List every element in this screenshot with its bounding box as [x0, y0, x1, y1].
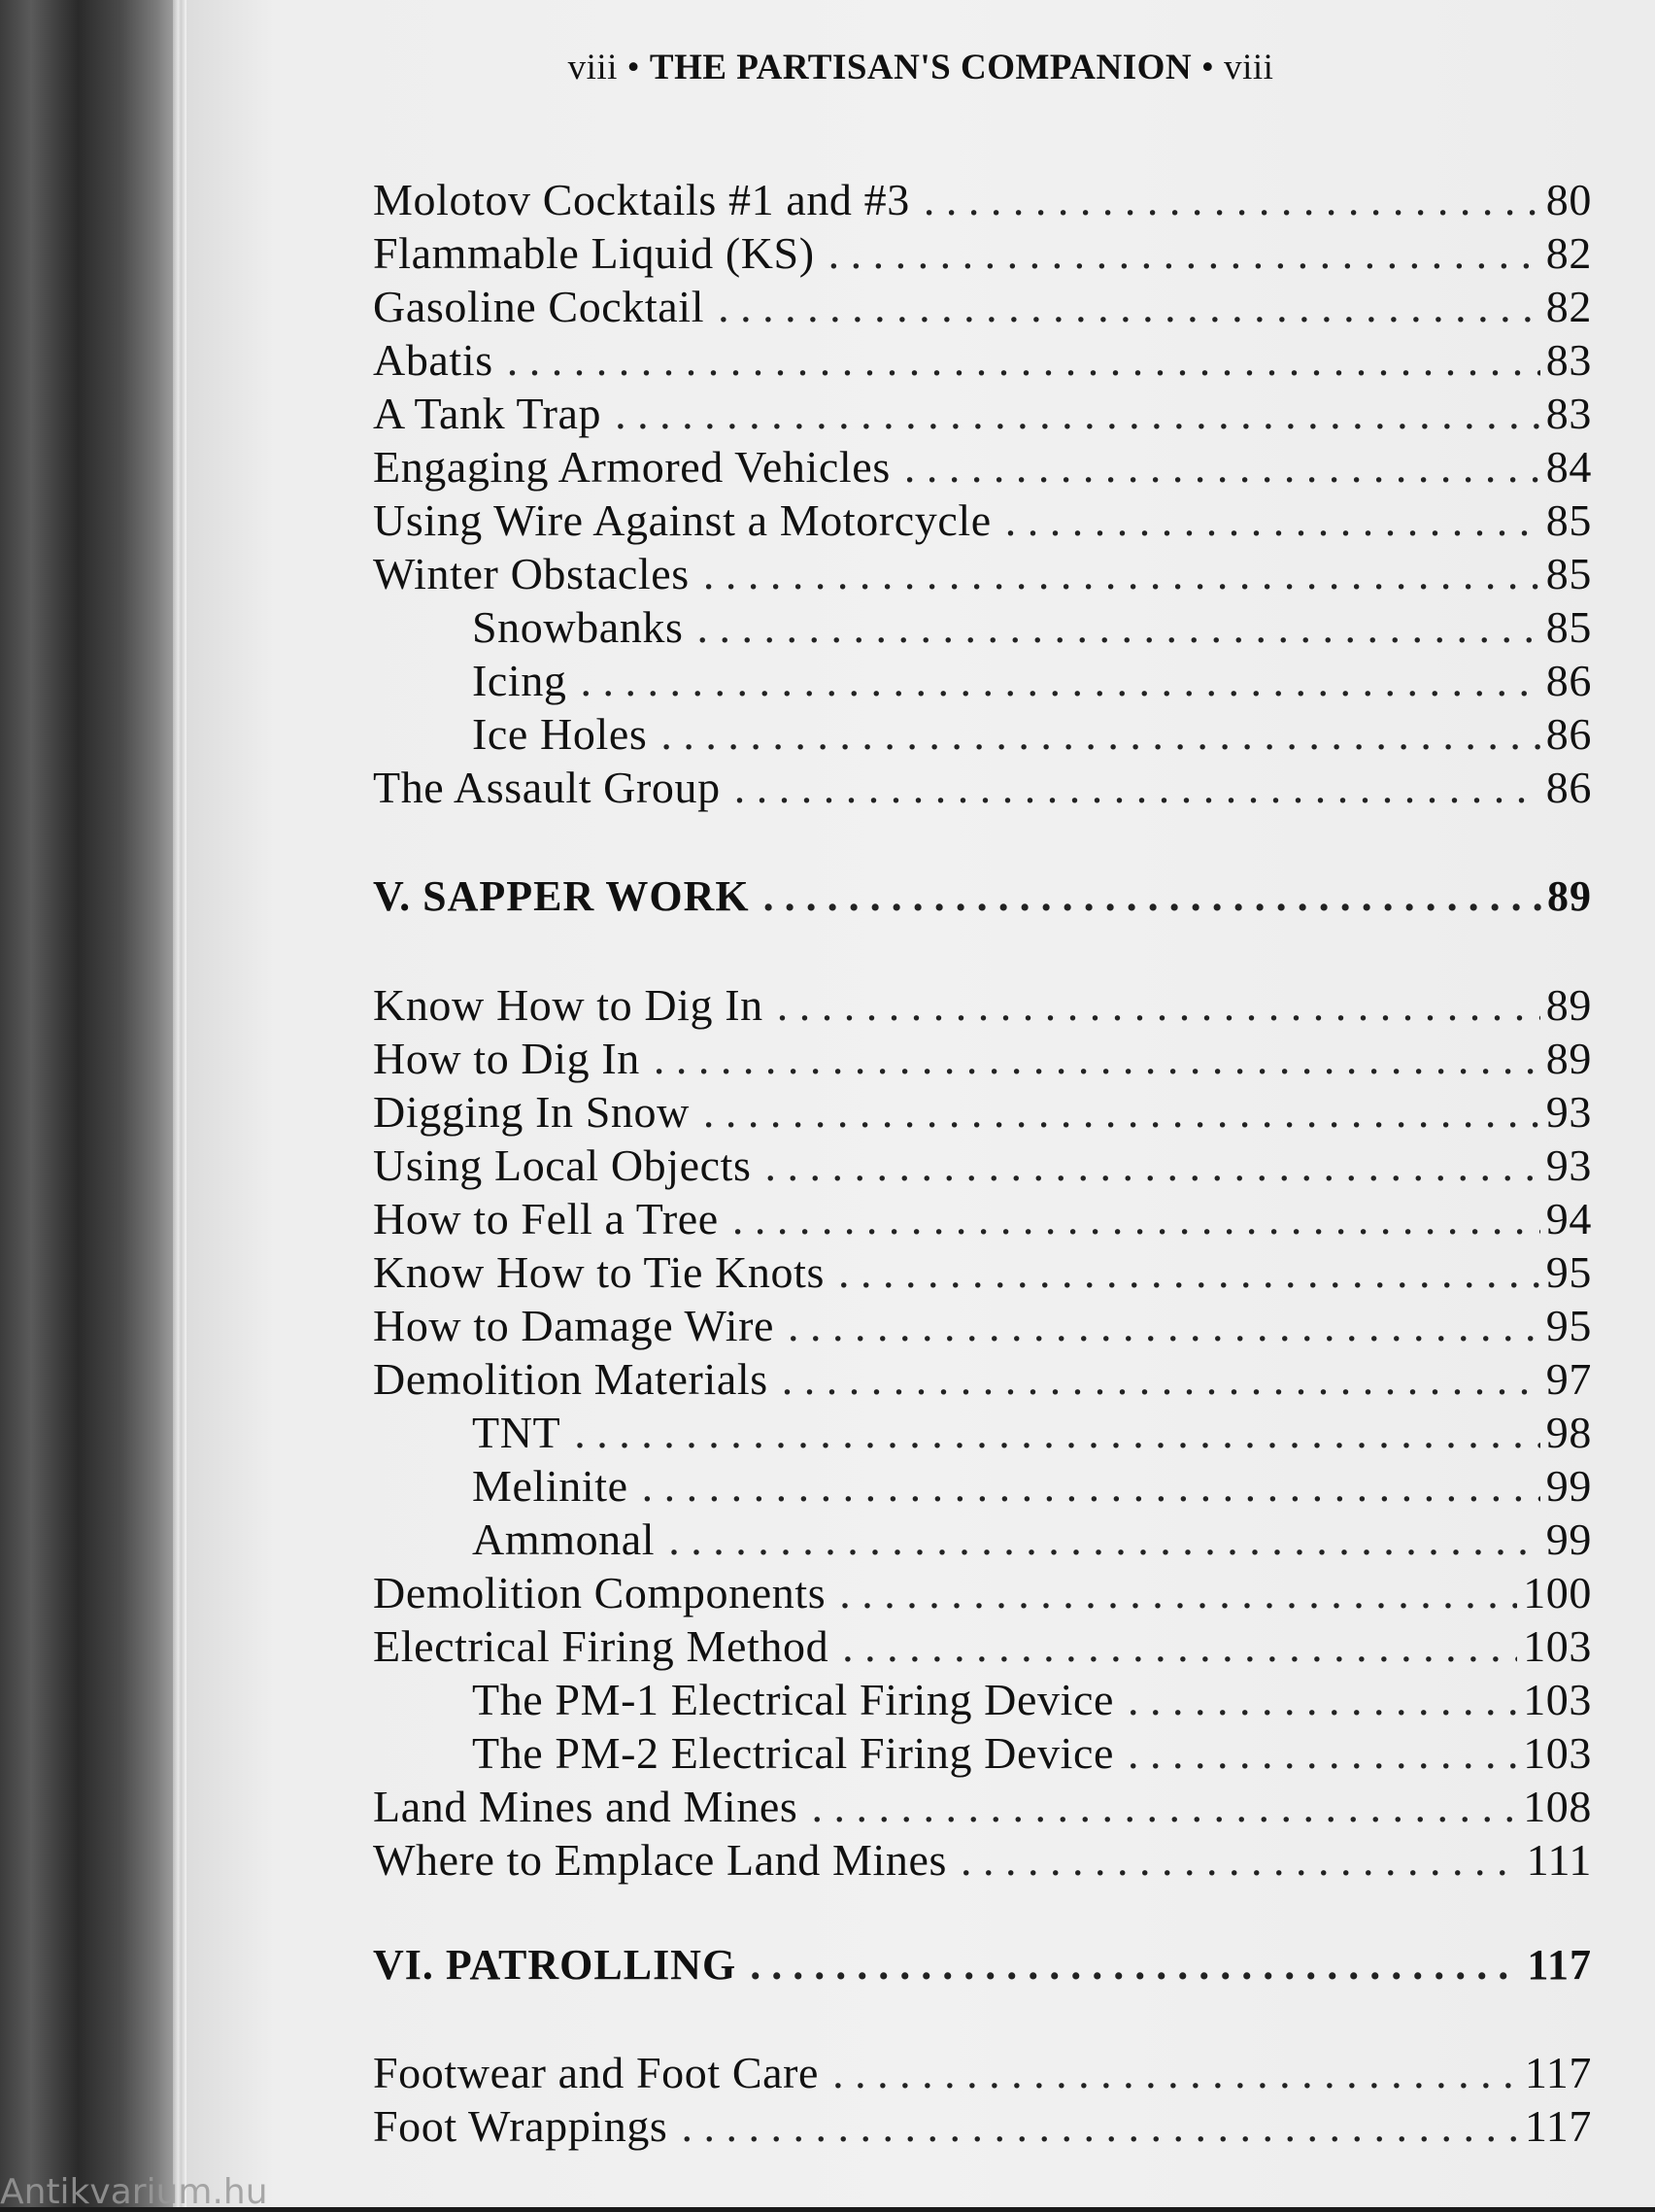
header-book-title: THE PARTISAN'S COMPANION: [649, 48, 1193, 87]
dot-leader: [1128, 1726, 1517, 1781]
dot-leader: [1005, 493, 1540, 548]
toc-entry: [373, 1299, 1592, 1353]
toc-entry: [373, 1139, 1592, 1193]
book-page: [186, 0, 1655, 2207]
toc-entry: [373, 1566, 1592, 1620]
toc-entry-page: 117: [1524, 2101, 1592, 2151]
book-spine-shadow: [0, 0, 173, 2207]
toc-entry-label: Ice Holes: [472, 709, 648, 759]
toc-entry-page: 82: [1545, 282, 1592, 331]
dot-leader: [961, 1833, 1521, 1888]
toc-entry-label: TNT: [472, 1408, 561, 1457]
toc-entry-label: Ammonal: [472, 1514, 656, 1564]
toc-subentry: [373, 1673, 1592, 1727]
toc-entry-label: Digging In Snow: [373, 1087, 690, 1137]
toc-subentry: [373, 600, 1592, 655]
toc-entry: [373, 2046, 1592, 2100]
toc-entry: [373, 1192, 1592, 1246]
dot-leader: [763, 869, 1541, 924]
toc-entry-label: Foot Wrappings: [373, 2101, 668, 2151]
dot-leader: [697, 600, 1540, 655]
toc-entry-page: 103: [1523, 1728, 1592, 1778]
toc-entry-label: Using Wire Against a Motorcycle: [373, 495, 992, 545]
toc-subentry: [373, 707, 1592, 762]
toc-entry-page: 86: [1545, 709, 1592, 759]
toc-entry: [373, 1352, 1592, 1407]
dot-leader: [811, 1780, 1517, 1834]
toc-entry-label: Electrical Firing Method: [373, 1621, 829, 1671]
dot-leader: [839, 1566, 1517, 1620]
dot-leader: [668, 1513, 1540, 1567]
toc-entry-page: 85: [1545, 549, 1592, 598]
toc-entry-label: Molotov Cocktails #1 and #3: [373, 175, 910, 224]
toc-entry: [373, 173, 1592, 227]
toc-entry-label: Flammable Liquid (KS): [373, 228, 815, 278]
dot-leader: [1128, 1673, 1517, 1727]
toc-entry-page: 89: [1545, 980, 1592, 1030]
toc-entry-page: 93: [1545, 1140, 1592, 1190]
chapter-title: VI. PATROLLING: [373, 1941, 737, 1989]
dot-leader: [750, 1938, 1521, 1992]
toc-entry-label: Where to Emplace Land Mines: [373, 1835, 947, 1885]
toc-entry-label: A Tank Trap: [373, 389, 602, 438]
toc-entry: [373, 1032, 1592, 1086]
toc-entry-page: 94: [1545, 1194, 1592, 1243]
toc-entry-label: Know How to Dig In: [373, 980, 763, 1030]
header-separator: •: [1200, 48, 1215, 87]
toc-entry-page: 82: [1545, 228, 1592, 278]
dot-leader: [924, 173, 1540, 227]
dot-leader: [718, 280, 1540, 334]
toc-subentry: [373, 1726, 1592, 1781]
chapter-heading: [373, 1938, 1592, 1992]
toc-entry-label: The PM-2 Electrical Firing Device: [472, 1728, 1115, 1778]
toc-entry-page: 99: [1545, 1514, 1592, 1564]
toc-entry: [373, 387, 1592, 441]
dot-leader: [703, 547, 1540, 601]
toc-entry: [373, 440, 1592, 494]
toc-entry-label: Melinite: [472, 1461, 628, 1511]
toc-entry: [373, 493, 1592, 548]
toc-entry-page: 111: [1526, 1835, 1592, 1885]
dot-leader: [904, 440, 1540, 494]
toc-entry-page: 98: [1545, 1408, 1592, 1457]
toc-entry-page: 89: [1545, 1034, 1592, 1083]
toc-entry-label: How to Dig In: [373, 1034, 640, 1083]
header-separator: •: [626, 48, 641, 87]
dot-leader: [703, 1085, 1540, 1140]
toc-entry-page: 93: [1545, 1087, 1592, 1137]
toc-entry-label: Snowbanks: [472, 602, 684, 652]
toc-entry: [373, 1833, 1592, 1888]
toc-entry-label: Using Local Objects: [373, 1140, 752, 1190]
toc-entry-label: Footwear and Foot Care: [373, 2048, 820, 2097]
dot-leader: [782, 1352, 1540, 1407]
toc-entry-label: Know How to Tie Knots: [373, 1247, 826, 1297]
toc-entry-page: 97: [1545, 1354, 1592, 1404]
toc-entry-page: 117: [1524, 2048, 1592, 2097]
toc-subentry: [373, 1406, 1592, 1460]
toc-entry-page: 95: [1545, 1247, 1592, 1297]
dot-leader: [777, 978, 1540, 1033]
dot-leader: [732, 1192, 1540, 1246]
chapter-heading: [373, 869, 1592, 924]
dot-leader: [642, 1459, 1540, 1514]
toc-entry-page: 100: [1523, 1568, 1592, 1617]
toc-entry: [373, 1245, 1592, 1300]
toc-subentry: [373, 1513, 1592, 1567]
toc-entry-label: Abatis: [373, 335, 493, 385]
dot-leader: [615, 387, 1540, 441]
toc-entry-page: 86: [1545, 656, 1592, 705]
toc-entry: [373, 226, 1592, 281]
dot-leader: [838, 1245, 1540, 1300]
dot-leader: [788, 1299, 1540, 1353]
toc-entry: [373, 1085, 1592, 1140]
header-page-number-left: viii: [567, 48, 618, 87]
toc-entry-page: 83: [1545, 335, 1592, 385]
toc-entry-page: 86: [1545, 763, 1592, 812]
toc-entry-page: 103: [1523, 1621, 1592, 1671]
toc-entry: [373, 761, 1592, 815]
dot-leader: [828, 226, 1540, 281]
toc-entry-label: Land Mines and Mines: [373, 1782, 798, 1831]
toc-entry-label: Engaging Armored Vehicles: [373, 442, 891, 492]
toc-entry: [373, 1619, 1592, 1674]
toc-entry-page: 85: [1545, 602, 1592, 652]
toc-entry-page: 99: [1545, 1461, 1592, 1511]
toc-subentry: [373, 1459, 1592, 1514]
toc-entry-label: Demolition Components: [373, 1568, 827, 1617]
toc-entry: [373, 978, 1592, 1033]
toc-entry-label: Winter Obstacles: [373, 549, 690, 598]
toc-entry: [373, 1780, 1592, 1834]
toc-entry-page: 95: [1545, 1301, 1592, 1350]
dot-leader: [507, 333, 1540, 388]
toc-subentry: [373, 654, 1592, 708]
toc-entry-page: 108: [1523, 1782, 1592, 1831]
toc-entry-label: Icing: [472, 656, 567, 705]
dot-leader: [832, 2046, 1519, 2100]
dot-leader: [681, 2099, 1518, 2154]
dot-leader: [842, 1619, 1517, 1674]
chapter-title: V. SAPPER WORK: [373, 872, 750, 920]
toc-entry: [373, 280, 1592, 334]
chapter-page: 117: [1527, 1941, 1592, 1989]
chapter-page: 89: [1547, 872, 1592, 920]
page-edge: [173, 0, 186, 2207]
toc-entry: [373, 333, 1592, 388]
dot-leader: [734, 761, 1540, 815]
dot-leader: [765, 1139, 1540, 1193]
toc-entry-page: 80: [1545, 175, 1592, 224]
dot-leader: [574, 1406, 1540, 1460]
toc-entry-page: 85: [1545, 495, 1592, 545]
dot-leader: [660, 707, 1539, 762]
toc-entry-label: How to Fell a Tree: [373, 1194, 719, 1243]
toc-entry-label: Gasoline Cocktail: [373, 282, 705, 331]
toc-entry-page: 103: [1523, 1675, 1592, 1724]
running-header: [186, 47, 1655, 88]
toc-entry-label: Demolition Materials: [373, 1354, 768, 1404]
toc-entry-page: 83: [1545, 389, 1592, 438]
toc-entry-label: The Assault Group: [373, 763, 721, 812]
toc-entry-page: 84: [1545, 442, 1592, 492]
toc-entry: [373, 547, 1592, 601]
watermark-text: Antikvarium.hu: [0, 2172, 268, 2212]
toc-entry: [373, 2099, 1592, 2154]
toc-entry-label: The PM-1 Electrical Firing Device: [472, 1675, 1115, 1724]
dot-leader: [654, 1032, 1540, 1086]
toc-entry-label: How to Damage Wire: [373, 1301, 775, 1350]
dot-leader: [581, 654, 1540, 708]
header-page-number-right: viii: [1224, 48, 1274, 87]
